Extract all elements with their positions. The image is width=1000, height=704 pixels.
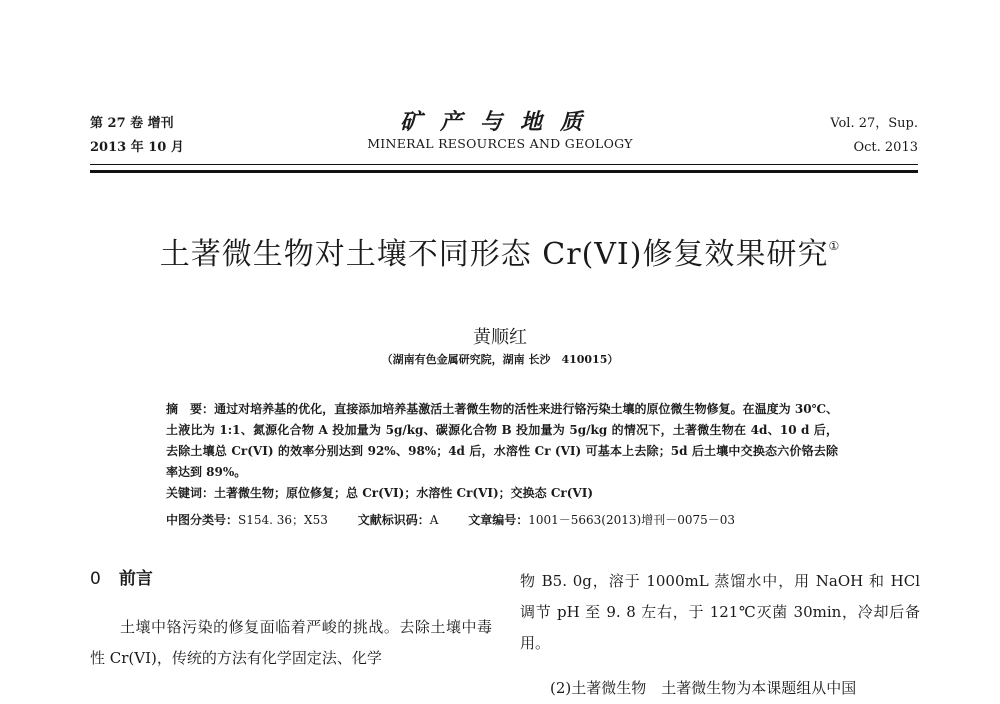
abstract-label: 摘 要： <box>166 402 215 416</box>
section-title: 前言 <box>118 569 153 589</box>
author: 黄顺红 <box>473 327 527 348</box>
intro-paragraph: 土壤中铬污染的修复面临着严峻的挑战。去除土壤中毒性 Cr(VI)，传统的方法有化学固定法、化学 <box>90 618 492 667</box>
header-right <box>830 112 918 160</box>
section-number: 0 <box>90 569 101 589</box>
article-title <box>0 226 1000 275</box>
journal-title-cn: 矿产与地质 <box>399 109 600 135</box>
affiliation: （湖南有色金属研究院，湖南 长沙 410015） <box>381 353 619 366</box>
clc-number: 中图分类号：S154. 36；X53 <box>166 513 328 527</box>
date-en: Oct. 2013 <box>853 140 918 155</box>
header-rule-thick <box>90 170 918 173</box>
medium-paragraph: 物 B5. 0g，溶于 1000mL 蒸馏水中，用 NaOH 和 HCl 调节 pH 至 9. 8 左右，于 121℃灭菌 30min，冷却后备用。 <box>520 572 920 652</box>
article-number: 文章编号：1001－5663(2013)增刊－0075－03 <box>468 513 736 527</box>
abstract <box>166 399 838 483</box>
date-cn: 2013 年 10 月 <box>90 140 184 155</box>
abstract-block <box>166 399 838 504</box>
classification-row <box>166 510 838 531</box>
document-code: 文献标识码：A <box>357 513 439 527</box>
title-footnote-mark: ① <box>828 239 841 253</box>
header-rule-thin <box>90 164 918 165</box>
title-text: 土著微生物对土壤不同形态 Cr(VI)修复效果研究 <box>159 237 829 272</box>
volume-en: Vol. 27，Sup. <box>830 116 918 131</box>
microbe-paragraph: (2)土著微生物 土著微生物为本课题组从中国 <box>550 679 857 697</box>
right-column <box>520 566 920 704</box>
journal-title-en: MINERAL RESOURCES AND GEOLOGY <box>367 136 633 151</box>
volume-cn: 第 27 卷 增刊 <box>90 116 174 131</box>
left-column <box>90 566 492 674</box>
keywords-label: 关键词： <box>166 486 215 500</box>
section-heading <box>90 566 492 592</box>
abstract-text: 通过对培养基的优化，直接添加培养基激活土著微生物的活性来进行铬污染土壤的原位微生物修复。在温度为 30℃、土液比为 1:1、氮源化合物 A 投加量为 5g/kg、碳源化合物 B 投加量为 5g/kg 的情况下，土著微生物在 4d、10 d 后，去除土壤总 Cr(VI) 的效率分别达到 92%、98%；4d 后，水溶性 Cr (VI) 可基本上去除；5d 后土壤中交换态六价铬去除率达到 89%。 <box>166 402 838 479</box>
keywords <box>166 483 838 504</box>
keywords-text: 土著微生物；原位修复；总 Cr(VI)；水溶性 Cr(VI)；交换态 Cr(VI) <box>214 486 594 500</box>
